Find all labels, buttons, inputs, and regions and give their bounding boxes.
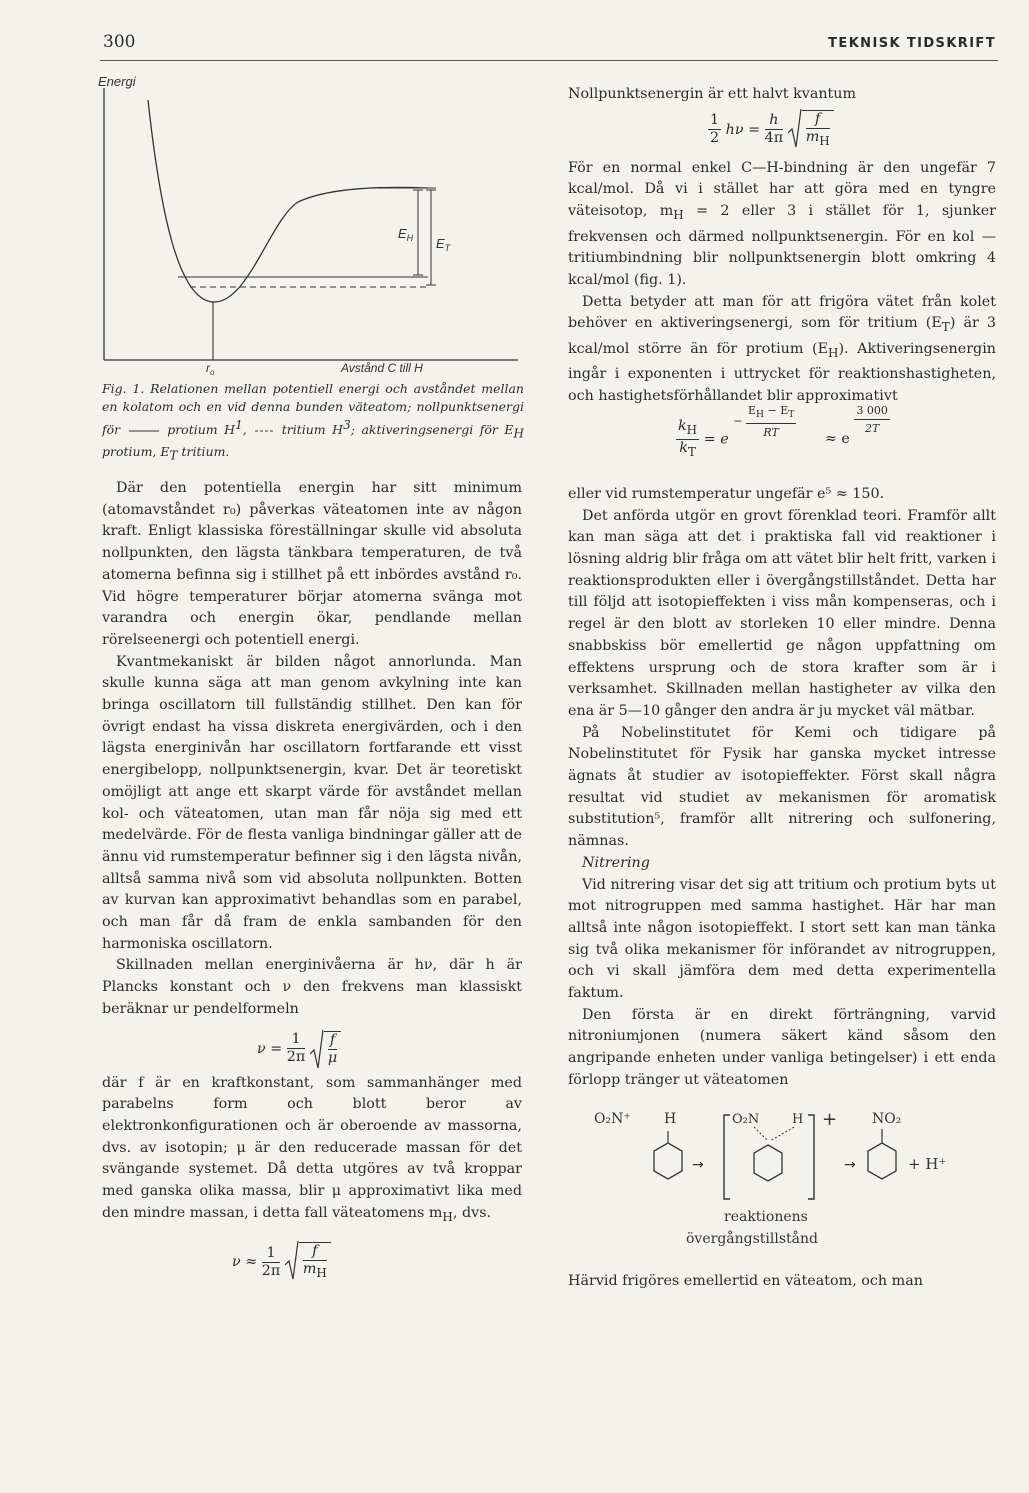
eh-label: $E_H$	[398, 226, 414, 243]
et-label: $E_T$	[436, 236, 451, 253]
rx-hplus: + H⁺	[908, 1154, 947, 1173]
rx-h1: H	[664, 1110, 677, 1127]
paragraph: Detta betyder att man för att frigöra vätet från kolet behöver en aktiveringsenergi, som för tritium $(E_T)$ är 3 kcal/mol större än för protium $(E_H)$. Aktiveringsenergin ingår i exponenten i uttrycket för reaktionshastigheten, och hastighetsförhållandet blir approximativt	[568, 293, 996, 405]
equation-zero-point: $\frac{1}{2}$ hν = $\frac{h}{4\pi}$ $\frac{f}{m_H}$	[708, 110, 996, 150]
dashed-line-sample	[253, 428, 275, 434]
journal-title: TEKNISK TIDSKRIFT	[828, 36, 996, 51]
paragraph: Det anförda utgör en grovt förenklad teori. Framför allt kan man säga att det i praktiska fall vid reaktioner i lösning aldrig blir fråga om att vätet blir helt fritt, varken i reaktionsprodukten eller i övergångstillståndet. Detta har till följd att isotopieffekten i viss mån kompenseras, och i regel är den blott av storleken 10 eller mindre. Denna snabbskiss bör emellertid ge någon uppfattning om effektens ursprung och de stora krafter som är i verksamhet. Skillnaden mellan hastigheter av vilka den ena är 5—10 gånger den andra är ju mycket väl mätbar.	[568, 507, 996, 719]
benzene-ring-2	[754, 1145, 782, 1181]
rx-o2n: O₂N	[732, 1111, 760, 1127]
benzene-ring-1	[654, 1143, 682, 1179]
rx-h2: H	[792, 1111, 804, 1127]
paragraph: eller vid rumstemperatur ungefär e⁵ ≈ 150.	[568, 485, 885, 502]
y-axis-label: Energi	[98, 74, 136, 89]
left-column	[102, 478, 522, 1290]
benzene-ring-3	[868, 1143, 896, 1179]
equation-approx: ν ≈ $\frac{1}{2\pi}$ $\frac{f}{m_H}$	[232, 1242, 522, 1282]
rx-label-1: reaktionens	[724, 1208, 808, 1225]
caption-dash-desc: tritium H	[281, 422, 344, 438]
paragraph: För en normal enkel C—H-bindning är den ungefär 7 kcal/mol. Då vi i stället har att göra med en tyngre väteisotop, $m_H = 2$ eller 3 i stället för 1, sjunker frekvensen och därmed nollpunktsenergin. För en kol — tritiumbindning blir nollpunktsenergin blott omkring 4 kcal/mol (fig. 1).	[568, 159, 996, 288]
paragraph: Härvid frigöres emellertid en väteatom, och man	[568, 1273, 923, 1290]
caption-solid-desc: protium H	[167, 422, 236, 438]
r0-label: $r_o$	[206, 361, 215, 377]
reaction-scheme	[568, 1098, 996, 1258]
rx-arrow-2: →	[844, 1156, 856, 1173]
paragraph: Vid nitrering visar det sig att tritium och protium byts ut mot nitrogruppen med samma hastighet. Här har man alltså inte någon isotopieffekt. I stort sett kan man tänka sig två olika mekanismer för införandet av nitrogruppen, och vi skall jämföra dem med detta experimentella faktum.	[568, 876, 996, 1002]
caption-label: Fig. 1.	[102, 381, 145, 396]
paragraph: Den första är en direkt förträngning, varvid nitroniumjonen (numera säkert känd såsom den angripande enheten under vanliga betingelser) i ett enda förlopp tränger ut väteatomen	[568, 1006, 996, 1088]
paragraph: där f är en kraftkonstant, som sammanhänger med parabelns form och blott beror av elektronkonfigurationen och är oberoende av massorna, dvs. av isotopin; μ är den reducerade massan för det svängande systemet. Då detta utgöres av två kroppar med ganska olika massa, blir μ approximativt lika med den mindre massan, i detta fall väteatomens $m_H$, dvs.	[102, 1074, 522, 1224]
figure-caption: Fig. 1. Relationen mellan potentiell energi och avståndet mellan en kolatom och en vid denna bunden väteatom; nollpunktsenergi för protium $H^1$, tritium $H^3$; aktiveringsenergi för $E_H$ protium, $E_T$ tritium.	[102, 381, 524, 463]
potential-curve	[148, 100, 428, 302]
paragraph: Nollpunktsenergin är ett halvt kvantum	[568, 86, 857, 102]
paragraph: Där den potentiella energin har sitt minimum (atomavståndet r₀) påverkas väteatomen inte av någon kraft. Enligt klassiska föreställningar skulle vid absoluta nollpunkten, den lägsta tänkbara temperaturen, de två atomerna befinna sig i stillhet på ett inbördes avstånd r₀. Vid högre temperaturer börjar atomerna svänga mot varandra och energin ökar, pendlande mellan rörelseenergi och potentiell energi.	[102, 480, 522, 648]
paragraph: På Nobelinstitutet för Kemi och tidigare på Nobelinstitutet för Fysik har ganska mycket intresse ägnats åt studier av isotopieffekter. Först skall några resultat vid studiet av mekanismen för aromatisk substitution⁵, framför allt nitrering och sulfonering, nämnas.	[568, 724, 996, 850]
rx-plus-charge: +	[822, 1108, 838, 1130]
caption-text-1: Relationen mellan potentiell energi och avståndet mellan en kolatom och en vid denna bunden väteatom; nollpunktsenergi för	[102, 381, 524, 438]
paragraph: Skillnaden mellan energinivåerna är hν, där h är Plancks konstant och ν den frekvens man klassiskt beräknar ur pendelformeln	[102, 957, 522, 1017]
rx-o2n-plus: O₂N⁺	[594, 1110, 631, 1127]
rx-no2: NO₂	[872, 1110, 902, 1127]
energy-diagram	[98, 70, 530, 380]
page-number: 300	[103, 32, 136, 52]
section-heading: Nitrering	[582, 854, 650, 871]
right-column	[568, 84, 996, 1293]
page-header	[100, 30, 998, 61]
bracket-right	[808, 1115, 814, 1199]
x-axis-label: Avstånd C till H	[341, 361, 423, 375]
bracket-left	[724, 1115, 730, 1199]
rx-arrow-1: →	[692, 1156, 704, 1173]
equation-pendulum: ν = $\frac{1}{2\pi}$ $\frac{f}{\mu}$	[257, 1031, 522, 1067]
paragraph: Kvantmekaniskt är bilden något annorlunda. Man skulle kunna säga att man genom avkylning inte kan bringa oscillatorn till fullständig stillhet. Den kan för övrigt endast ha vissa diskreta energivärden, och i den lägsta energinivån har oscillatorn fortfarande ett visst energibelopp, nollpunktsenergin, kvar. Det är teoretiskt omöjligt att ange ett skarpt värde för avståndet mellan kol- och väteatomen, utan man får nöja sig med ett medelvärde. För de flesta vanliga bindningar gäller att de ännu vid rumstemperatur befinner sig i den lägsta nivån, alltså samma nivå som vid absoluta nollpunkten. Botten av kurvan kan approximativt behandlas som en parabel, och man får då fram de enkla sambanden för den harmoniska oscillatorn.	[102, 653, 522, 952]
solid-line-sample	[127, 428, 161, 434]
rx-label-2: övergångstillstånd	[686, 1230, 818, 1247]
equation-rate-ratio: $\frac{k_H}{k_T}$ = e − $\frac{E_H - E_T}{RT}$ ≈ e $\frac{3 000}{2T}$	[678, 403, 888, 459]
